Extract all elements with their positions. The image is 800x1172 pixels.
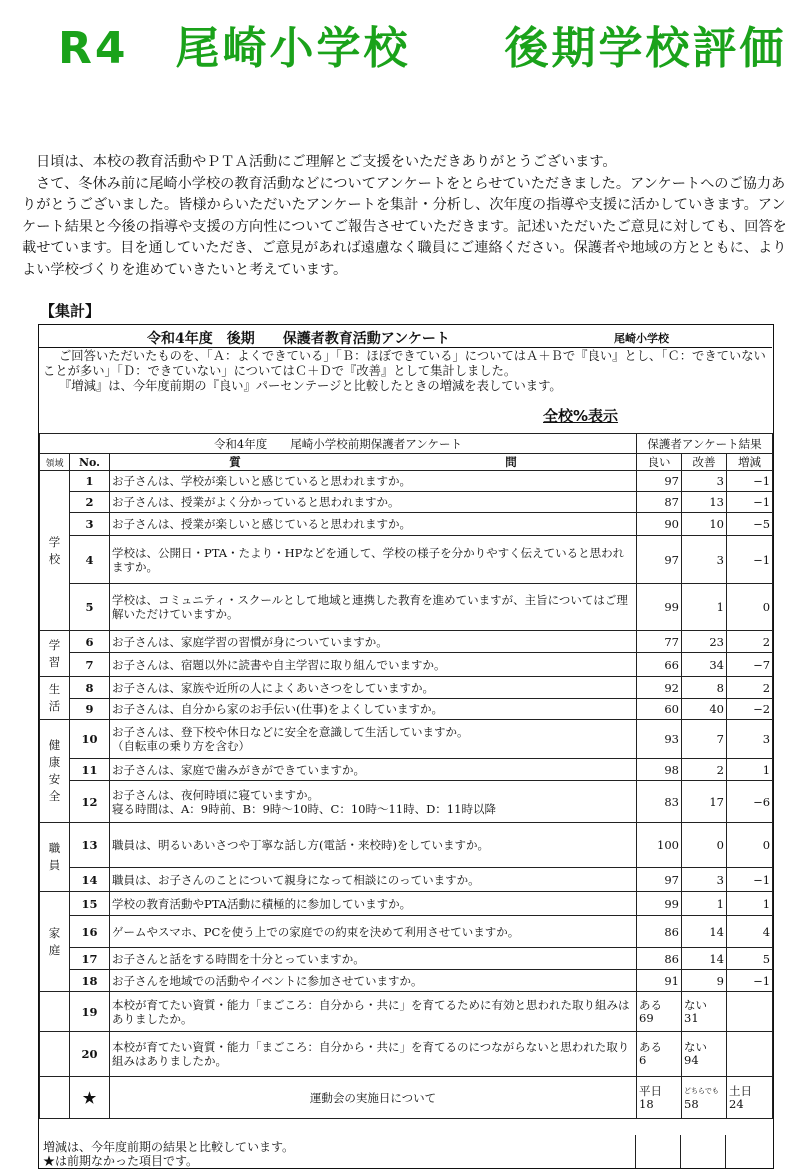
question-text: お子さんは、学校が楽しいと感じていると思われますか。 [110,471,637,492]
question-no: 4 [70,536,110,584]
improve-value: 1 [682,892,727,916]
domain-cell: 学 習 [40,631,70,677]
change-value: −1 [727,536,773,584]
survey-header [39,325,772,348]
footer-note-1: 増減は、今年度前期の結果と比較しています。 [43,1140,295,1154]
star-no: ★ [70,1077,110,1119]
good-value: 87 [637,492,682,513]
table-row [40,948,773,970]
question-no: 13 [70,823,110,868]
option-c-value: 24 [729,1096,744,1111]
table-row [40,781,773,823]
table-row [40,677,773,699]
option-c-cell [727,1077,773,1119]
improve-value: 2 [682,759,727,781]
option-c-label: 土日 [729,1083,752,1098]
improve-value: 14 [682,948,727,970]
header-no: No. [70,454,110,471]
table-row [40,720,773,759]
question-no: 17 [70,948,110,970]
change-value: −1 [727,471,773,492]
question-no: 6 [70,631,110,653]
change-value: 2 [727,631,773,653]
good-value: 100 [637,823,682,868]
question-no: 3 [70,513,110,536]
question-no: 2 [70,492,110,513]
improve-value: 3 [682,868,727,892]
improve-value: 9 [682,970,727,992]
option-b-label: どちらでも [684,1086,719,1095]
change-value: 1 [727,892,773,916]
survey-title: 令和4年度 後期 保護者教育活動アンケート [147,331,450,347]
question-text: 学校は、コミュニティ・スクールとして地域と連携した教育を進めていますが、主旨についてはご理解いただけていますか。 [110,584,637,631]
survey-school: 尾崎小学校 [614,332,669,345]
question-no: 10 [70,720,110,759]
table-row [40,584,773,631]
table-row [40,631,773,653]
question-text: お子さんは、授業が楽しいと感じていると思われますか。 [110,513,637,536]
header-question: 質 問 [110,454,637,471]
question-no: 19 [70,992,110,1032]
option-b-value: 31 [684,1010,699,1025]
results-table [39,433,773,1119]
question-no: 14 [70,868,110,892]
result-caption: 保護者アンケート結果 [637,434,773,454]
question-text: お子さんは、家庭学習の習慣が身についていますか。 [110,631,637,653]
improve-value: 10 [682,513,727,536]
question-no: 9 [70,699,110,720]
question-text: お子さんは、家族や近所の人によくあいさつをしていますか。 [110,677,637,699]
section-label: 【集計】 [40,302,101,320]
empty-cell [727,1032,773,1077]
improve-value: 13 [682,492,727,513]
improve-value: 34 [682,653,727,677]
header-improve: 改善 [682,454,727,471]
survey-note-1: ご回答いただいたものを、「Ａ：よくできている」「Ｂ：ほぼできている」についてはＡ＋Ｂで『良い』とし、「Ｃ：できていないことが多い」「Ｄ：できていない」についてはＣ＋Ｄで『改善』として集計しました。 [43,349,766,378]
intro-paragraph-1: 日頃は、本校の教育活動やＰＴＡ活動にご理解とご支援をいただきありがとうございます。 [36,154,617,170]
domain-cell-empty [40,1032,70,1077]
option-a-label: ある [639,997,662,1012]
change-value: −5 [727,513,773,536]
table-row [40,536,773,584]
change-value: −2 [727,699,773,720]
table-footer [43,1140,294,1168]
improve-value: 0 [682,823,727,868]
improve-value: 7 [682,720,727,759]
option-a-value: 18 [639,1096,654,1111]
improve-value: 17 [682,781,727,823]
question-no: 11 [70,759,110,781]
question-text: お子さんは、授業がよく分かっていると思われますか。 [110,492,637,513]
option-a-label: 平日 [639,1083,662,1098]
question-text: お子さんを地域での活動やイベントに参加させていますか。 [110,970,637,992]
question-text: 職員は、明るいあいさつや丁寧な話し方(電話・来校時)をしていますか。 [110,823,637,868]
question-text: お子さんは、宿題以外に読書や自主学習に取り組んでいますか。 [110,653,637,677]
change-value: 1 [727,759,773,781]
good-value: 86 [637,916,682,948]
good-value: 77 [637,631,682,653]
improve-value: 3 [682,471,727,492]
question-text: お子さんは、登下校や休日などに安全を意識して生活していますか。 （自転車の乗り方を含む） [110,720,637,759]
table-caption: 令和4年度 尾崎小学校前期保護者アンケート [40,434,637,454]
question-no: 7 [70,653,110,677]
question-text: 本校が育てたい資質・能力「まごころ：自分から・共に」を育てるために有効と思われた取り組みはありましたか。 [110,992,637,1032]
question-text: 学校の教育活動やPTA活動に積極的に参加していますか。 [110,892,637,916]
empty-cell [727,992,773,1032]
question-no: 5 [70,584,110,631]
header-good: 良い [637,454,682,471]
table-row [40,513,773,536]
improve-value: 14 [682,916,727,948]
intro-text [22,152,794,282]
footer-divider-2 [680,1135,681,1168]
good-value: 66 [637,653,682,677]
page-title: R4 尾崎小学校 後期学校評価 [58,23,787,74]
good-value: 97 [637,536,682,584]
option-b-label: ない [684,1040,707,1054]
improve-value: 23 [682,631,727,653]
question-no: 12 [70,781,110,823]
question-no: 16 [70,916,110,948]
option-b-cell [682,1032,727,1077]
survey-note [43,349,771,394]
good-value: 60 [637,699,682,720]
option-a-cell [637,1032,682,1077]
table-row [40,1032,773,1077]
table-row [40,492,773,513]
intro-paragraph-2: さて、冬休み前に尾崎小学校の教育活動などについてアンケートをとらせていただきました。アンケートへのご協力ありがとうございました。皆様からいただいたアンケートを集計・分析し、次年度の指導や支援に活かしていきます。アンケート結果と今後の指導や支援の方向性についてご報告させていただきます。記述いただいたご意見に対しても、回答を載せています。目を通していただき、ご意見があれば遠慮なく職員にご連絡ください。保護者や地域の方とともに、よりよい学校づくりを進めていきたいと考えています。 [22,175,787,278]
option-b-label: ない [684,997,707,1012]
question-no: 1 [70,471,110,492]
change-value: −1 [727,970,773,992]
table-row [40,653,773,677]
footer-divider-1 [635,1135,636,1168]
table-row [40,970,773,992]
good-value: 99 [637,584,682,631]
question-no: 15 [70,892,110,916]
header-domain: 領域 [40,454,70,471]
change-value: −1 [727,868,773,892]
improve-value: 1 [682,584,727,631]
good-value: 90 [637,513,682,536]
table-row [40,471,773,492]
good-value: 97 [637,868,682,892]
change-value: 2 [727,677,773,699]
question-text: お子さんは、家庭で歯みがきができていますか。 [110,759,637,781]
option-a-cell [637,1077,682,1119]
question-no: 8 [70,677,110,699]
table-row [40,699,773,720]
option-b-cell [682,1077,727,1119]
good-value: 91 [637,970,682,992]
question-text: お子さんと話をする時間を十分とっていますか。 [110,948,637,970]
footer-divider-3 [725,1135,726,1168]
good-value: 86 [637,948,682,970]
question-text: 学校は、公開日・PTA・たより・HPなどを通して、学校の様子を分かりやすく伝えていると思われますか。 [110,536,637,584]
domain-cell: 健 康 安 全 [40,720,70,823]
domain-cell-empty [40,1077,70,1119]
table-row [40,1077,773,1119]
table-row [40,823,773,868]
table-row [40,868,773,892]
good-value: 93 [637,720,682,759]
good-value: 83 [637,781,682,823]
question-text: お子さんは、夜何時頃に寝ていますか。 寝る時間は、A：9時前、B：9時～10時、C：10時～11時、D：11時以降 [110,781,637,823]
good-value: 92 [637,677,682,699]
good-value: 99 [637,892,682,916]
question-text: お子さんは、自分から家のお手伝い(仕事)をよくしていますか。 [110,699,637,720]
option-b-value: 58 [684,1096,699,1111]
improve-value: 3 [682,536,727,584]
option-a-cell [637,992,682,1032]
question-text: 職員は、お子さんのことについて親身になって相談にのっていますか。 [110,868,637,892]
option-a-label: ある [639,1040,662,1054]
domain-cell: 職 員 [40,823,70,892]
change-value: −7 [727,653,773,677]
option-b-value: 94 [684,1053,699,1067]
question-text: 本校が育てたい資質・能力「まごころ：自分から・共に」を育てるのにつながらないと思われた取り組みはありましたか。 [110,1032,637,1077]
question-no: 20 [70,1032,110,1077]
survey-frame [38,324,774,1169]
domain-cell: 家 庭 [40,892,70,992]
change-value: 3 [727,720,773,759]
question-text: ゲームやスマホ、PCを使う上での家庭での約束を決めて利用させていますか。 [110,916,637,948]
question-text: 運動会の実施日について [110,1077,637,1119]
domain-cell: 学 校 [40,471,70,631]
change-value: −1 [727,492,773,513]
table-row [40,916,773,948]
table-row [40,759,773,781]
change-value: 5 [727,948,773,970]
survey-note-2: 『増減』は、今年度前期の『良い』パーセンテージと比較したときの増減を表しています。 [59,379,562,393]
option-a-value: 6 [639,1053,647,1067]
change-value: 0 [727,584,773,631]
good-value: 98 [637,759,682,781]
question-no: 18 [70,970,110,992]
table-row [40,992,773,1032]
domain-cell: 生 活 [40,677,70,720]
change-value: −6 [727,781,773,823]
improve-value: 8 [682,677,727,699]
improve-value: 40 [682,699,727,720]
option-b-cell [682,992,727,1032]
table-row [40,892,773,916]
header-change: 増減 [727,454,773,471]
change-value: 4 [727,916,773,948]
good-value: 97 [637,471,682,492]
domain-cell-empty [40,992,70,1032]
footer-note-2: ★は前期なかった項目です。 [43,1154,199,1168]
option-a-value: 69 [639,1010,654,1025]
change-value: 0 [727,823,773,868]
percent-label: 全校%表示 [543,407,619,425]
